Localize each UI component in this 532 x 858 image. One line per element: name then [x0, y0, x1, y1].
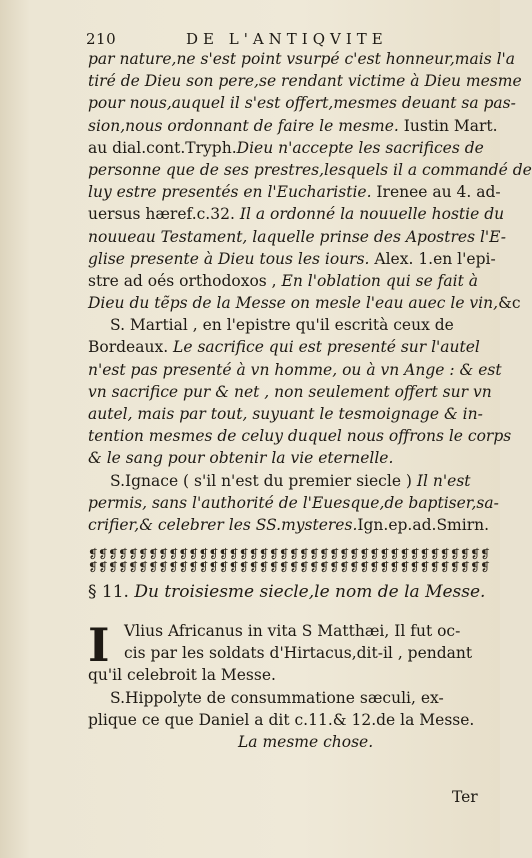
roman-segment: S.Hippolyte de consummatione sæculi, ex-: [110, 688, 444, 707]
text-line: [88, 92, 516, 114]
text-line: [88, 514, 488, 536]
italic-segment: par nature,ne s'est point vsurpé c'est honneur,mais l'a: [88, 50, 516, 68]
italic-segment: personne que de ses prestres,lesquels il a commandé de: [88, 160, 532, 179]
text-line: [88, 470, 488, 492]
roman-segment: Alex. 1.en l'epi-: [369, 249, 496, 268]
italic-segment: La mesme chose.: [238, 732, 374, 751]
ornamental-border: [88, 547, 491, 574]
italic-segment: Il a ordonné la nouuelle hostie du: [239, 205, 505, 224]
text-line: [88, 620, 488, 642]
italic-segment: Il n'est: [416, 471, 471, 490]
italic-segment: Dieu du tẽps de la Messe on mesle l'eau auec le vin,: [88, 294, 499, 313]
text-line: [88, 203, 505, 225]
page-number: 210: [86, 30, 117, 48]
text-line: [88, 70, 522, 92]
text-line: [88, 181, 501, 203]
italic-segment: Dieu n'accepte les sacrifices de: [236, 138, 484, 157]
italic-segment: glise presente à Dieu tous les iours.: [88, 249, 370, 268]
text-line: [88, 314, 488, 336]
text-line: [88, 248, 496, 270]
roman-segment: stre ad oés orthodoxos ,: [88, 271, 282, 290]
section-heading: [88, 582, 488, 602]
roman-segment: S. Martial , en l'epistre qu'il escrità ceux de: [110, 316, 454, 335]
roman-segment: S.Ignace ( s'il n'est du premier siecle ): [110, 471, 417, 490]
text-line: [88, 664, 488, 686]
text-line: [88, 731, 488, 753]
text-line: [88, 709, 488, 731]
text-line: [88, 447, 488, 469]
italic-segment: n'est pas presenté à vn homme, ou à vn Ange : & est: [88, 360, 502, 379]
text-line: [88, 292, 521, 314]
roman-segment: Ign.ep.ad.Smirn.: [357, 515, 490, 534]
drop-capital: I: [88, 618, 110, 672]
text-line: [88, 159, 532, 181]
section-number: § 11.: [88, 582, 129, 602]
roman-segment: Irenee au 4. ad-: [371, 183, 501, 202]
italic-segment: tention mesmes de celuy duquel nous offrons le corps: [88, 427, 512, 446]
text-line: [88, 403, 488, 425]
text-line: [88, 381, 492, 403]
italic-segment: permis, sans l'authorité de l'Euesque,de baptiser,sa-: [88, 493, 499, 512]
roman-segment: plique ce que Daniel a dit c.11.& 12.de la Messe.: [88, 710, 475, 729]
italic-segment: vn sacrifice pur & net , non seulement offert sur vn: [88, 382, 492, 401]
ornament-row: ❡❡❡❡❡❡❡❡❡❡❡❡❡❡❡❡❡❡❡❡❡❡❡❡❡❡❡❡❡❡❡❡❡❡❡❡❡❡❡❡: [88, 547, 491, 561]
text-line: [88, 425, 512, 447]
italic-segment: autel, mais par tout, suyuant le tesmoignage & in-: [88, 405, 483, 423]
text-line: [88, 687, 488, 709]
roman-segment: Iustin Mart.: [398, 116, 498, 135]
italic-segment: sion,nous ordonnant de faire le mesme.: [88, 116, 399, 135]
italic-segment: & le sang pour obtenir la vie eternelle.: [88, 449, 394, 468]
text-line: [88, 492, 499, 514]
text-line: [88, 642, 488, 664]
italic-segment: nouueau Testament, laquelle prinse des Apostres l'E-: [88, 227, 507, 246]
italic-segment: En l'oblation qui se fait à: [281, 271, 479, 290]
italic-segment: crifier,& celebrer les SS.mysteres.: [88, 515, 358, 534]
text-line: [88, 270, 488, 292]
italic-segment: tiré de Dieu son pere,se rendant victime à Dieu mesme: [88, 72, 522, 91]
roman-segment: Vlius Africanus in vita S Matthæi, Il fut oc-: [124, 622, 461, 640]
text-line: [88, 226, 507, 248]
roman-segment: uersus hæref.c.32.: [88, 205, 240, 224]
roman-segment: qu'il celebroit la Messe.: [88, 666, 276, 685]
running-title: DE L'ANTIQVITE: [186, 30, 388, 48]
text-line: [88, 115, 498, 137]
italic-segment: luy estre presentés en l'Eucharistie.: [88, 183, 372, 202]
text-line: [88, 48, 516, 70]
roman-segment: &c: [498, 294, 521, 313]
section-title-text: Du troisiesme siecle,le nom de la Messe.: [134, 582, 486, 602]
body-text: [88, 48, 532, 536]
roman-segment: cis par les soldats d'Hirtacus,dit-il , pendant: [124, 644, 473, 663]
italic-segment: pour nous,auquel il s'est offert,mesmes deuant sa pas-: [88, 94, 516, 113]
section-paragraph: [88, 620, 488, 753]
ornament-row: ❡❡❡❡❡❡❡❡❡❡❡❡❡❡❡❡❡❡❡❡❡❡❡❡❡❡❡❡❡❡❡❡❡❡❡❡❡❡❡❡: [88, 560, 491, 574]
roman-segment: au dial.cont.Tryph.: [88, 138, 237, 157]
text-line: [88, 336, 488, 358]
text-line: [88, 359, 502, 381]
italic-segment: Le sacrifice qui est presenté sur l'autel: [173, 338, 480, 357]
roman-segment: Bordeaux.: [88, 338, 174, 357]
text-line: [88, 137, 488, 159]
catchword: Ter: [452, 788, 478, 806]
